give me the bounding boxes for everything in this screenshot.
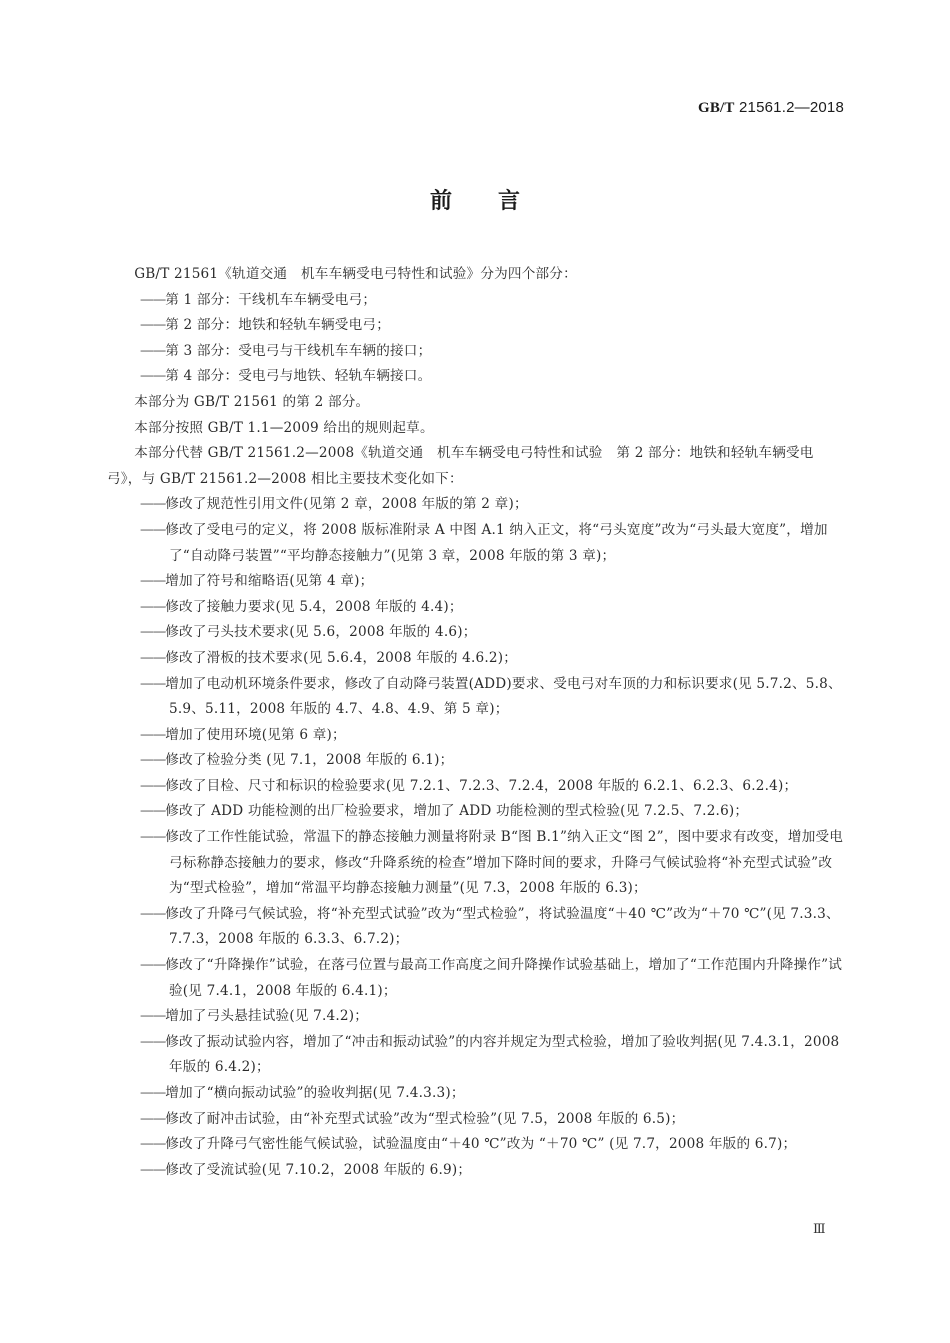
change-item: —— 增加了电动机环境条件要求，修改了自动降弓装置(ADD)要求、受电弓对车顶的力和标识要求(见 5.7.2、5.8、5.9、5.11，2008 年版的 4.7、4.8、4.9、第 5 章)； <box>107 672 844 723</box>
change-item: —— 修改了振动试验内容，增加了“冲击和振动试验”的内容并规定为型式检验，增加了验收判据(见 7.4.3.1，2008 年版的 6.4.2)； <box>107 1030 844 1081</box>
change-item: —— 增加了“横向振动试验”的验收判据(见 7.4.3.3)； <box>107 1081 844 1107</box>
replaces-statement: 本部分代替 GB/T 21561.2—2008《轨道交通 机车车辆受电弓特性和试验 第 2 部分：地铁和轻轨车辆受电弓》，与 GB/T 21561.2—2008 相比主要技术变化如下： <box>107 445 814 487</box>
change-item: —— 修改了升降弓气密性能气候试验，试验温度由“＋40 ℃”改为 “＋70 ℃” (见 7.7，2008 年版的 6.7)； <box>107 1132 844 1158</box>
parts-intro: GB/T 21561《轨道交通 机车车辆受电弓特性和试验》分为四个部分： <box>134 266 577 282</box>
part-item: —— 第 4 部分：受电弓与地铁、轻轨车辆接口。 <box>107 364 844 390</box>
change-item: —— 增加了弓头悬挂试验(见 7.4.2)； <box>107 1004 844 1030</box>
page-title <box>0 184 950 215</box>
change-item: —— 修改了升降弓气候试验，将“补充型式试验”改为“型式检验”，将试验温度“＋40 ℃”改为“＋70 ℃”(见 7.3.3、7.7.3，2008 年版的 6.3.3、6.7.2)； <box>107 902 844 953</box>
part-item: —— 第 2 部分：地铁和轻轨车辆受电弓； <box>107 313 844 339</box>
page-number: Ⅲ <box>813 1222 826 1237</box>
this-part-statement: 本部分为 GB/T 21561 的第 2 部分。 <box>134 393 370 410</box>
standard-code-header <box>698 99 844 117</box>
part-item: —— 第 3 部分：受电弓与干线机车车辆的接口； <box>107 339 844 365</box>
standard-number: 21561.2—2018 <box>739 99 844 116</box>
change-item: —— 修改了受流试验(见 7.10.2，2008 年版的 6.9)； <box>107 1158 844 1184</box>
change-item: —— 增加了使用环境(见第 6 章)； <box>107 723 844 749</box>
change-item: —— 修改了目检、尺寸和标识的检验要求(见 7.2.1、7.2.3、7.2.4，2008 年版的 6.2.1、6.2.3、6.2.4)； <box>107 774 844 800</box>
title-char-1: 前 <box>429 189 452 214</box>
change-item: —— 修改了检验分类 (见 7.1，2008 年版的 6.1)； <box>107 748 844 774</box>
part-item: —— 第 1 部分：干线机车车辆受电弓； <box>107 288 844 314</box>
title-char-2: 言 <box>498 189 521 214</box>
change-item: —— 修改了接触力要求(见 5.4，2008 年版的 4.4)； <box>107 595 844 621</box>
change-item: —— 修改了滑板的技术要求(见 5.6.4，2008 年版的 4.6.2)； <box>107 646 844 672</box>
foreword-body <box>107 262 844 1183</box>
change-item: —— 修改了耐冲击试验，由“补充型式试验”改为“型式检验”(见 7.5，2008 年版的 6.5)； <box>107 1107 844 1133</box>
change-item: —— 修改了弓头技术要求(见 5.6，2008 年版的 4.6)； <box>107 620 844 646</box>
change-item: —— 修改了 ADD 功能检测的出厂检验要求，增加了 ADD 功能检测的型式检验(见 7.2.5、7.2.6)； <box>107 799 844 825</box>
change-item: —— 修改了工作性能试验，常温下的静态接触力测量将附录 B“图 B.1”纳入正文“图 2”，图中要求有改变，增加受电弓标称静态接触力的要求，修改“升降系统的检查”增加下降时间的要求，升降弓气候试验将“补充型式试验”改为“型式检验”，增加“常温平均静态接触力测量”(见 7.3，2008 年版的 6.3)； <box>107 825 844 902</box>
change-item: —— 修改了“升降操作”试验，在落弓位置与最高工作高度之间升降操作试验基础上，增加了“工作范围内升降操作”试验(见 7.4.1，2008 年版的 6.4.1)； <box>107 953 844 1004</box>
change-item: —— 修改了规范性引用文件(见第 2 章，2008 年版的第 2 章)； <box>107 492 844 518</box>
change-item: —— 修改了受电弓的定义，将 2008 版标准附录 A 中图 A.1 纳入正文，将“弓头宽度”改为“弓头最大宽度”，增加了“自动降弓装置”“平均静态接触力”(见第 3 章，2008 年版的第 3 章)； <box>107 518 844 569</box>
drafting-rule-statement: 本部分按照 GB/T 1.1—2009 给出的规则起草。 <box>134 419 434 436</box>
change-item: —— 增加了符号和缩略语(见第 4 章)； <box>107 569 844 595</box>
standard-prefix: GB/T <box>697 100 735 116</box>
